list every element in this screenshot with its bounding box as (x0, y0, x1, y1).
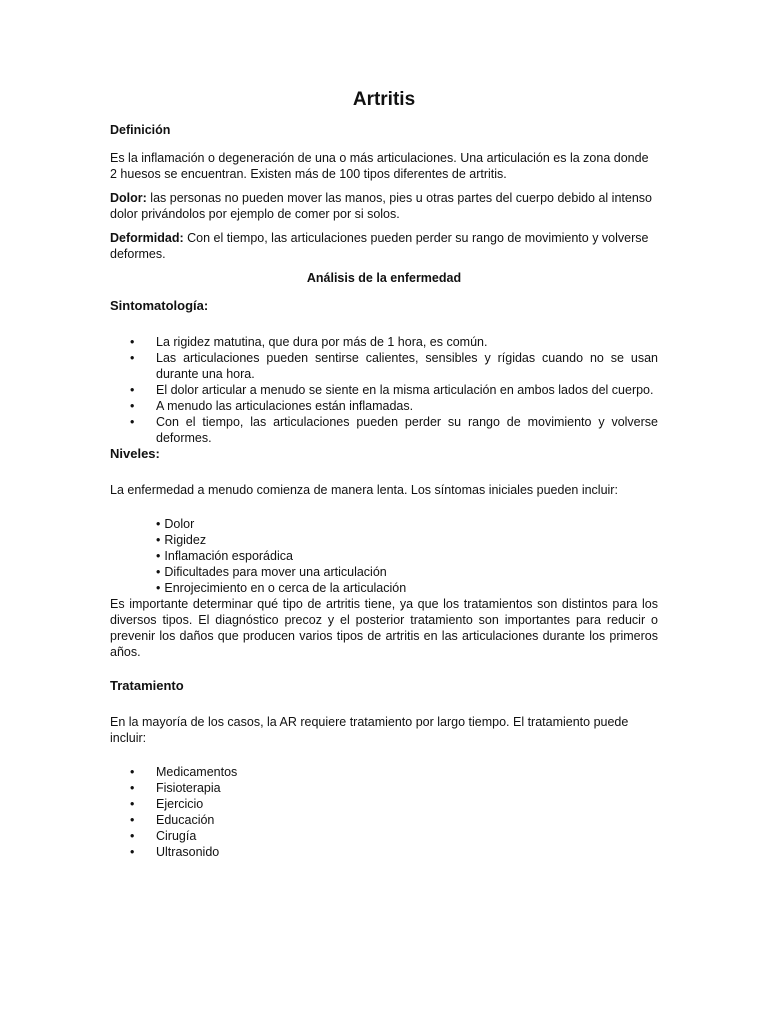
list-item: • Fisioterapia (130, 781, 221, 795)
niveles-heading: Niveles: (110, 446, 160, 461)
list-item: • Con el tiempo, las articulaciones pueden perder su rango de movimiento y volverse deformes. (130, 415, 658, 445)
deformidad-text: Con el tiempo, las articulaciones pueden perder su rango de movimiento y volverse deformes. (110, 231, 649, 261)
bullet-icon: • (130, 829, 135, 843)
importancia-paragraph: Es importante determinar qué tipo de artritis tiene, ya que los tratamientos son distintos para los diversos tipos. El diagnóstico precoz y el posterior tratamiento son importantes para reducir o prevenir los daños que producen varios tipos de artritis en las articulaciones durante los primeros años. (110, 597, 658, 659)
list-item: • Inflamación esporádica (156, 549, 293, 563)
dolor-paragraph (110, 190, 658, 222)
bullet-icon: • (156, 517, 161, 531)
bullet-icon: • (156, 533, 161, 547)
bullet-icon: • (130, 351, 135, 365)
deformidad-paragraph (110, 230, 658, 262)
list-item: • Dolor (156, 517, 195, 531)
list-item: • El dolor articular a menudo se siente en la misma articulación en ambos lados del cuerpo. (130, 383, 654, 397)
list-item: • Dificultades para mover una articulación (156, 565, 387, 579)
list-item: • Ejercicio (130, 797, 204, 811)
list-item: • A menudo las articulaciones están inflamadas. (130, 399, 414, 413)
list-item: • Medicamentos (130, 765, 238, 779)
deformidad-label: Deformidad: (110, 231, 184, 245)
niveles-list (110, 516, 658, 596)
bullet-icon: • (130, 415, 135, 429)
bullet-icon: • (156, 549, 161, 563)
bullet-icon: • (130, 845, 135, 859)
tratamiento-intro: En la mayoría de los casos, la AR requiere tratamiento por largo tiempo. El tratamiento puede incluir: (110, 715, 629, 745)
list-item: • Rigidez (156, 533, 207, 547)
dolor-text: las personas no pueden mover las manos, pies u otras partes del cuerpo debido al intenso dolor privándolos por ejemplo de comer por si solos. (110, 191, 652, 221)
bullet-icon: • (130, 781, 135, 795)
bullet-icon: • (130, 797, 135, 811)
bullet-icon: • (130, 813, 135, 827)
niveles-intro: La enfermedad a menudo comienza de manera lenta. Los síntomas iniciales pueden incluir: (110, 483, 618, 497)
dolor-label: Dolor: (110, 191, 147, 205)
list-item: • Cirugía (130, 829, 197, 843)
tratamiento-list (110, 764, 658, 860)
bullet-icon: • (130, 765, 135, 779)
list-item: • Ultrasonido (130, 845, 220, 859)
bullet-icon: • (130, 383, 135, 397)
bullet-icon: • (156, 581, 161, 595)
analisis-heading: Análisis de la enfermedad (306, 271, 462, 285)
list-item: • Las articulaciones pueden sentirse calientes, sensibles y rígidas cuando no se usan durante una hora. (130, 351, 658, 381)
page-title: Artritis (352, 89, 416, 110)
sintomatologia-heading: Sintomatología: (110, 298, 209, 313)
list-item: • La rigidez matutina, que dura por más de 1 hora, es común. (130, 335, 488, 349)
sintomatologia-list (110, 334, 658, 446)
bullet-icon: • (130, 399, 135, 413)
bullet-icon: • (156, 565, 161, 579)
list-item: • Educación (130, 813, 215, 827)
document-body (110, 88, 658, 860)
definicion-heading: Definición (110, 123, 171, 137)
tratamiento-heading: Tratamiento (110, 678, 184, 693)
bullet-icon: • (130, 335, 135, 349)
definicion-paragraph: Es la inflamación o degeneración de una o más articulaciones. Una articulación es la zona donde 2 huesos se encuentran. Existen más de 100 tipos diferentes de artritis. (110, 151, 649, 181)
list-item: • Enrojecimiento en o cerca de la articulación (156, 581, 407, 595)
